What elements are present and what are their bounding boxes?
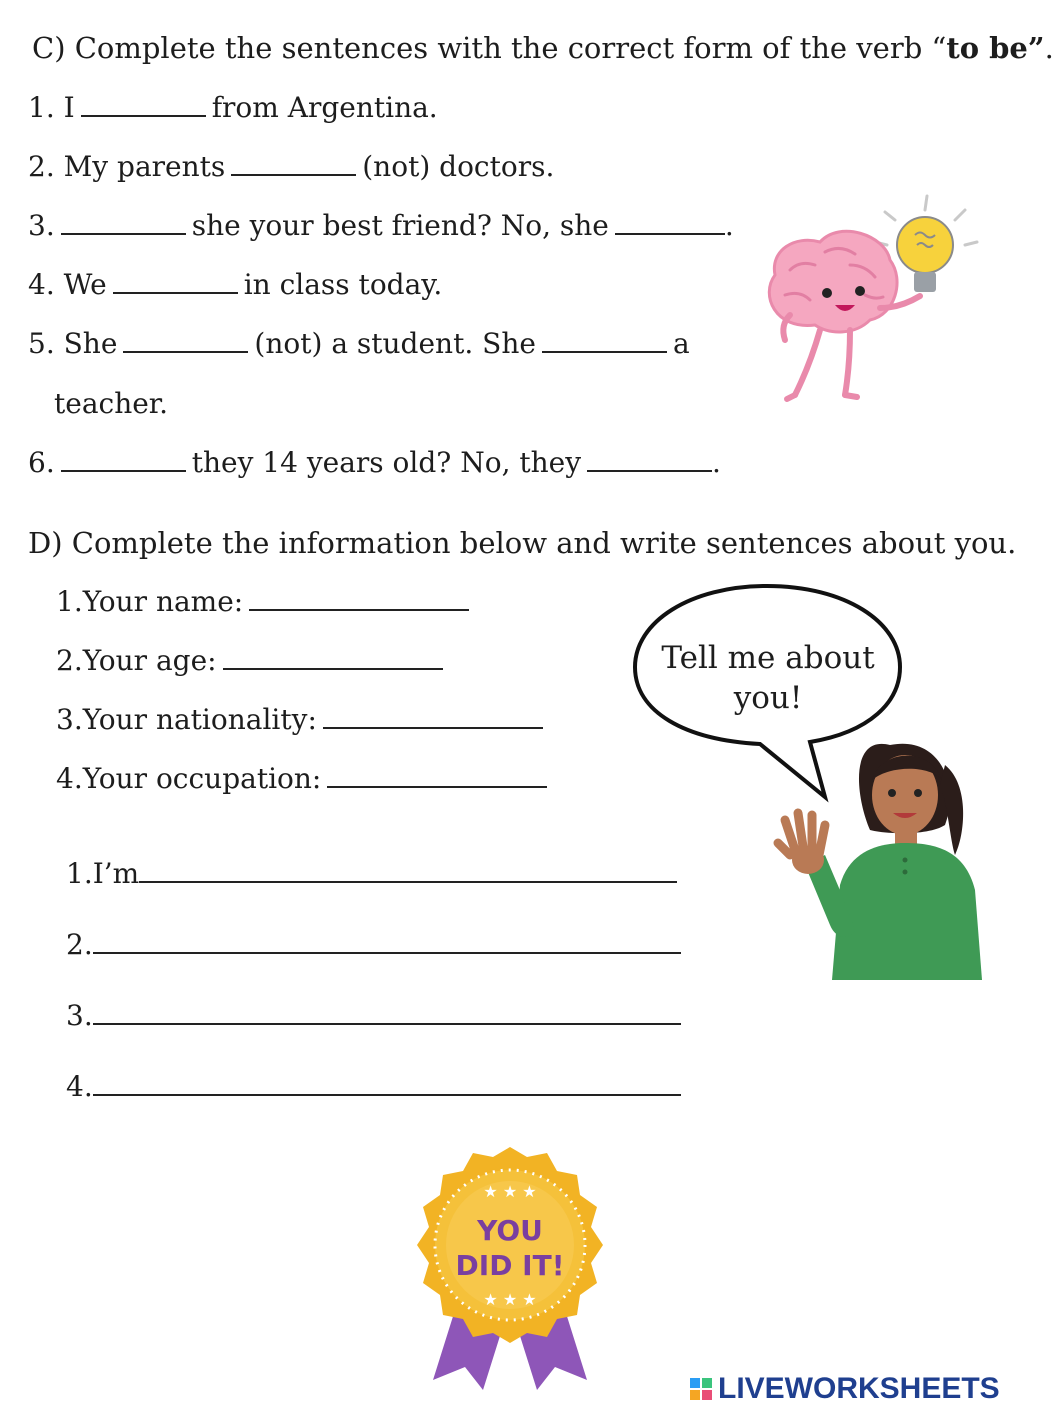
liveworksheets-logo-icon xyxy=(690,1378,712,1400)
exercise-c-5-continued: teacher. xyxy=(54,387,169,420)
brain-lightbulb-illustration xyxy=(755,190,975,410)
info-field-age: 2.Your age: xyxy=(56,643,449,679)
sentence-line-2: 2. xyxy=(66,927,681,963)
liveworksheets-logo: LIVEWORKSHEETS xyxy=(690,1372,1000,1406)
sentence-answer-blank[interactable] xyxy=(139,857,677,883)
badge-line-2: DID IT! xyxy=(455,1249,565,1282)
speech-bubble-text: Tell me about you! xyxy=(661,640,875,716)
svg-text:★ ★ ★: ★ ★ ★ xyxy=(483,1182,537,1201)
exercise-c-3: 3. she your best friend? No, she . xyxy=(28,209,734,242)
answer-blank[interactable] xyxy=(231,150,356,176)
answer-blank[interactable] xyxy=(61,209,186,235)
exercise-c-4: 4. We in class today. xyxy=(28,268,443,301)
info-field-name: 1.Your name: xyxy=(56,584,475,620)
sentence-answer-blank[interactable] xyxy=(93,928,681,954)
info-field-occupation: 4.Your occupation: xyxy=(56,761,553,797)
you-did-it-badge xyxy=(405,1145,615,1390)
sentence-line-1: 1.I’m xyxy=(66,856,677,892)
girl-waving-illustration xyxy=(770,725,985,985)
answer-blank[interactable] xyxy=(113,268,238,294)
name-answer-blank[interactable] xyxy=(249,585,469,611)
occupation-answer-blank[interactable] xyxy=(327,762,547,788)
answer-blank[interactable] xyxy=(542,327,667,353)
nationality-answer-blank[interactable] xyxy=(323,703,543,729)
badge-line-1: YOU xyxy=(477,1214,543,1247)
exercise-c-6: 6. they 14 years old? No, they . xyxy=(28,446,721,479)
exercise-c-1: 1. I from Argentina. xyxy=(28,91,438,124)
answer-blank[interactable] xyxy=(61,446,186,472)
answer-blank[interactable] xyxy=(615,209,725,235)
svg-text:★ ★ ★: ★ ★ ★ xyxy=(483,1290,537,1309)
answer-blank[interactable] xyxy=(81,91,206,117)
section-d-title: D) Complete the information below and write sentences about you. xyxy=(28,526,1017,560)
sentence-line-4: 4. xyxy=(66,1069,681,1105)
exercise-c-5: 5. She (not) a student. She a xyxy=(28,327,690,360)
info-field-nationality: 3.Your nationality: xyxy=(56,702,549,738)
answer-blank[interactable] xyxy=(587,446,712,472)
age-answer-blank[interactable] xyxy=(223,644,443,670)
sentence-line-3: 3. xyxy=(66,998,681,1034)
answer-blank[interactable] xyxy=(123,327,248,353)
exercise-c-2: 2. My parents (not) doctors. xyxy=(28,150,555,183)
sentence-answer-blank[interactable] xyxy=(93,1070,681,1096)
sentence-answer-blank[interactable] xyxy=(93,999,681,1025)
section-c-title: C) Complete the sentences with the correct form of the verb “to be”. xyxy=(32,31,1054,65)
